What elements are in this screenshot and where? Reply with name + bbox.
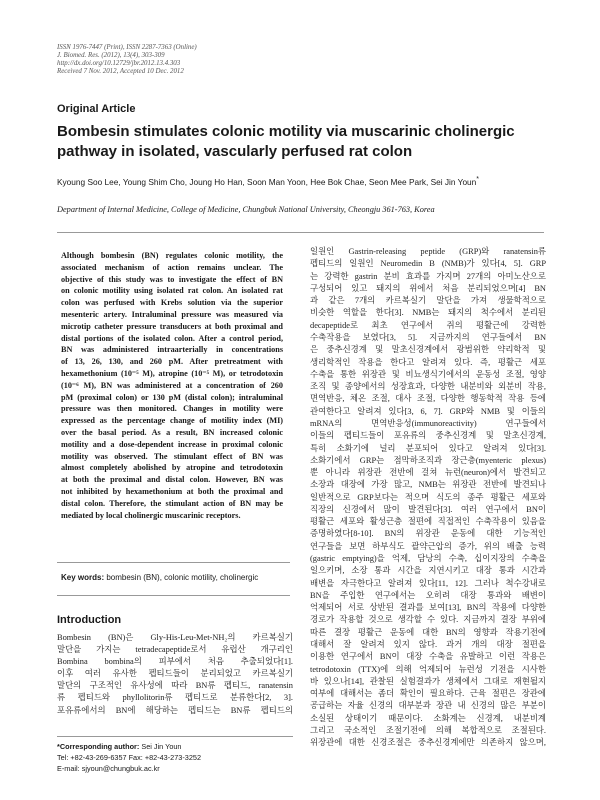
body-line: 억제되어 서로 상반된 결과를 보여[13], BN의 작용에 다양한 (310, 603, 546, 613)
body-line: 직장의 신경에서 많이 발견된다[3]. 여러 연구에서 BN이 (310, 504, 546, 514)
corresponding-name (57, 741, 293, 752)
body-line: 조직 및 종양에서의 성장효과, 다양한 내분비와 외분비 작용, (310, 382, 546, 392)
abstract-line: associated mechanism of action remains unclear. The (61, 262, 283, 272)
authors-text: Kyoung Soo Lee, Young Shim Cho, Joung Ho Han, Soon Man Yoon, Hee Bok Chae, Seon Mee Park, Sei Jin Youn (57, 176, 477, 187)
footnote-rule (57, 736, 293, 737)
body-line: 배변을 자극한다고 알려져 있다[11, 12]. 그러나 척수강내로 (310, 578, 546, 588)
journal-header (57, 44, 197, 76)
body-line: 소실된 상태이기 때문이다. 소화계는 신경계, 내분비계 (310, 713, 546, 723)
introduction-body (57, 632, 293, 717)
intro-line: 포유류에서의 BN에 해당하는 펩티드는 BN류 펩티드의 (57, 705, 293, 715)
body-line: 여부에 대해서는 좀더 확인이 필요하다. 근육 절편은 장관에 (310, 689, 546, 699)
body-line: 평활근 세포와 활성근층 절편에 직접적인 수축작용이 있음을 (310, 517, 546, 527)
corresponding-label: *Corresponding author: (57, 742, 140, 751)
article-type: Original Article (57, 103, 136, 115)
abstract-line: expressed as the percentage change of motility index (MI) (61, 416, 283, 426)
body-line: 과 같은 7개의 카르복실기 말단을 가져 생물학적으로 (310, 296, 546, 306)
paper-title: Bombesin stimulates colonic motility via muscarinic cholinergic pathway in isolated, vascularly perfused rat colon (57, 123, 515, 160)
body-line: 위장관에 대한 신경조절은 중추신경계에만 의존하지 않으며, (310, 738, 546, 748)
intro-line: 류 펩티드와 phyllolitorin류 펩티드로 분류한다[2, 3]. (57, 693, 293, 703)
abstract-line: Although bombesin (BN) regulates colonic motility, the (61, 251, 283, 260)
body-line: 소화기에서 GRP는 점막하조직과 장근층(myenteric plexus) (310, 455, 546, 465)
corresponding-mark: * (476, 176, 480, 183)
keywords-top-rule (57, 562, 290, 563)
body-line: decapeptide로 최초 연구에서 쥐의 평활근에 강력한 (310, 320, 546, 330)
abstract-line: distal portions of the isolated colon. After a control period, (61, 333, 283, 343)
author-list (57, 176, 557, 187)
abstract-line: motility and a dose-dependent increase in proximal colonic (61, 439, 283, 449)
body-line: 수축작용을 보였다[3, 5]. 지금까지의 연구들에서 BN (310, 332, 546, 342)
abstract-line: at both the proximal and distal colon. However, BN was (61, 475, 283, 485)
body-line: 이용한 연구에서 BN이 대장 수축을 유발하고 이런 작용은 (310, 652, 546, 662)
body-line: 비슷한 역할을 한다[3]. NMB는 돼지의 척수에서 분리된 (310, 308, 546, 318)
abstract-line: pressure was then monitored. Changes in motility were (61, 404, 283, 414)
abstract-line: of 13, 26, 130, and 260 pM. After pretreatment with (61, 357, 283, 367)
intro-line: Bombina bombina의 피부에서 처음 추출되었다[1]. (57, 657, 293, 667)
body-line: 관여한다고 알려져 있다[3, 6, 7]. GRP와 NMB 및 이들의 (310, 406, 546, 416)
section-heading-introduction: Introduction (57, 614, 122, 626)
abstract-line: colon was perfused with Krebs solution via the superior (61, 298, 283, 308)
corresponding-phone: Tel: +82-43-269-6357 Fax: +82-43-273-3252 (57, 753, 202, 762)
abstract-line: almost completely abolished by atropine and tetrodotoxin (61, 463, 283, 473)
body-line: 일원인 Gastrin-releasing peptide (GRP)와 ranatensin류 (310, 247, 546, 256)
body-line: 는 강력한 gastrin 분비 효과를 가지며 27개의 아미노산으로 (310, 271, 546, 281)
body-line: tetrodotoxin (TTX)에 의해 억제되어 뉴런성 기전을 시사한 (310, 664, 546, 674)
abstract-line: motility was observed. The stimulant effect of BN was (61, 451, 283, 461)
abstract-line: objective of this study was to investigate the effect of BN (61, 274, 283, 284)
keywords-text: bombesin (BN), colonic motility, cholinergic (104, 573, 259, 582)
body-line: (gastric emptying)을 억제, 담낭의 수축, 십이지장의 수축을 (310, 554, 546, 564)
intro-line: 말단을 가지는 tetradecapeptide로서 유럽산 개구리인 (57, 645, 293, 655)
abstract-line: mesenteric artery. Intraluminal pressure was measured via (61, 309, 283, 319)
body-line: 특히 소화기에 널리 분포되어 있다고 알려져 있다[3]. (310, 443, 546, 453)
abstract-line: (10⁻⁶ M), BN was administered at a concentration of 260 (61, 380, 283, 390)
affiliation: Department of Internal Medicine, College of Medicine, Chungbuk National University, Cheongju 361-763, Korea (57, 205, 435, 214)
body-line: 생리학적인 작용을 한다고 알려져 있다. 즉, 평활근 세포 (310, 357, 546, 367)
body-line: 은 중추신경계 및 말초신경계에서 광범위한 약리학적 및 (310, 345, 546, 355)
abstract-line: mediated by local cholinergic muscarinic receptors. (61, 510, 241, 520)
body-line: 대해서 잘 알려져 있지 않다. 과거 개의 대장 절편을 (310, 640, 546, 649)
abstract-line: pM (proximal colon) or 130 pM (distal colon); intraluminal (61, 392, 283, 402)
body-line: 수축을 통한 위장관 및 비뇨생식기에서의 운동성 조절, 영양 (310, 369, 546, 379)
abstract (61, 250, 283, 521)
body-line: 펩티드의 일원인 Neuromedin B (NMB)가 있다[4, 5]. GRP (310, 259, 546, 269)
keywords-bottom-rule (57, 595, 290, 596)
body-line: 공급하는 자율 신경의 대부분과 장관 내 신경의 많은 부분이 (310, 701, 546, 711)
top-divider (57, 232, 544, 233)
body-line: 일반적으로 GRP보다는 적으며 식도의 종주 평활근 세포와 (310, 492, 546, 502)
intro-line: Bombesin (BN)은 Gly-His-Leu-Met-NH₂의 카르복실기 (57, 633, 293, 642)
corresponding-author (57, 741, 293, 774)
body-line: 그리고 국소적인 조절기전에 의해 복합적으로 조절된다. (310, 725, 546, 735)
corresponding-author-name: Sei Jin Youn (139, 742, 182, 751)
intro-line: 말단의 구조적인 유사성에 따라 BN류 펩티드, ranatensin (57, 681, 293, 691)
journal-citation: J. Biomed. Res. (2012), 13(4), 303-309 (57, 52, 165, 60)
body-line: 연구들을 보면 하부식도 괄약근압의 증가, 위의 배출 능력 (310, 541, 546, 551)
abstract-line: on colonic motility using isolated rat colon. An isolated rat (61, 286, 283, 296)
abstract-line: hexamethonium (10⁻⁵ M), atropine (10⁻⁵ M), or tetrodotoxin (61, 368, 283, 378)
body-line: 뿐 아니라 위장관 전반에 걸쳐 뉴런(neuron)에서 발견되고 (310, 468, 546, 478)
corresponding-email[interactable]: E-mail: sjyoun@chungbuk.ac.kr (57, 764, 160, 773)
body-line: mRNA의 면역반응성(immunoreactivity) 연구들에서 (310, 418, 546, 428)
keywords-label: Key words: (61, 573, 105, 582)
body-line: 일으키며, 소장 통과 시간을 지연시키고 대장 통과 시간과 (310, 566, 546, 576)
intro-line: 이후 여러 유사한 펩티드들이 분리되었고 카르복실기 (57, 669, 293, 679)
body-line: 구성되어 있고 돼지의 위에서 처음 분리되었으며[4] BN (310, 283, 546, 293)
right-column-body (310, 246, 546, 750)
abstract-line: distal colon. Therefore, the stimulant action of BN may be (61, 498, 283, 508)
abstract-line: BN was administered intraarterially in concentrations (61, 345, 283, 355)
abstract-line: not inhibited by hexamethonium at both the proximal and (61, 486, 283, 496)
doi-link[interactable]: http://dx.doi.org/10.12729/jbr.2012.13.4.303 (57, 60, 181, 68)
body-line: BN을 주입한 연구에서는 오히려 대장 통과와 배변이 (310, 590, 546, 600)
body-line: 증명하였다[8-10]. BN의 위장관 운동에 대한 기능적인 (310, 529, 546, 539)
body-line: 이들의 펩티드들이 포유류의 중추신경계 및 말초신경계, (310, 431, 546, 441)
keywords (61, 573, 291, 582)
body-line: 면역반응, 체온 조절, 대사 조절, 다양한 행동학적 작용 등에 (310, 394, 546, 404)
body-line: 소장과 대장에 가장 많고, NMB는 위장관 전반에 발견되나 (310, 480, 546, 490)
abstract-line: microtip catheter pressure transducers at both proximal and (61, 321, 283, 331)
body-line: 경로가 작용할 것으로 생각할 수 있다. 지금까지 결장 부위에 (310, 615, 546, 625)
body-line: 따른 결장 평활근 운동에 대한 BN의 영향과 작용기전에 (310, 627, 546, 637)
issn-line: ISSN 1976-7447 (Print), ISSN 2287-7363 (Online) (57, 44, 197, 51)
received-date: Received 7 Nov. 2012, Accepted 10 Dec. 2012 (57, 68, 184, 76)
body-line: 바 있으나[14], 관찰된 실험결과가 생체에서 그대로 재현될지 (310, 676, 546, 686)
abstract-line: over the basal period. As a result, BN increased colonic (61, 427, 283, 437)
